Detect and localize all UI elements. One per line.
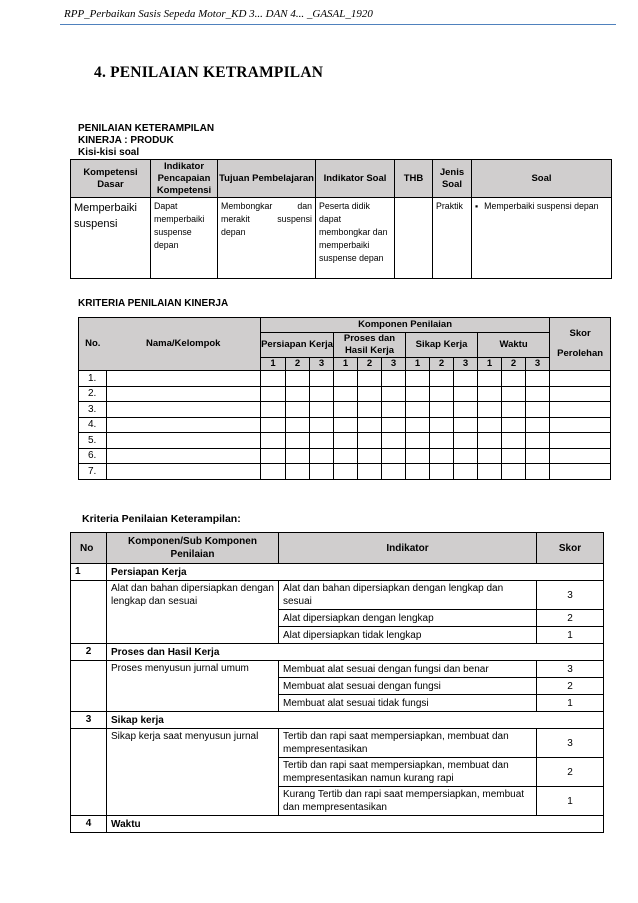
indikator-cell: Tertib dan rapi saat mempersiapkan, membuat dan mempresentasikan namun kurang rapi <box>279 758 537 787</box>
kinerja-score-cell[interactable] <box>358 386 382 402</box>
kinerja-score-cell[interactable] <box>526 417 550 433</box>
kinerja-row-no: 1. <box>79 371 107 387</box>
kinerja-score-cell[interactable] <box>526 371 550 387</box>
kinerja-score-cell[interactable] <box>406 402 430 418</box>
kinerja-score-cell[interactable] <box>382 448 406 464</box>
kriteria-keterampilan-table <box>70 532 604 833</box>
kinerja-score-cell[interactable] <box>430 371 454 387</box>
kinerja-header-nama: Nama/Kelompok <box>107 318 261 371</box>
kinerja-score-cell[interactable] <box>454 386 478 402</box>
kinerja-score-cell[interactable] <box>526 386 550 402</box>
indikator-cell: Membuat alat sesuai dengan fungsi dan benar <box>279 661 537 678</box>
kinerja-score-cell[interactable] <box>454 448 478 464</box>
score-col: 1 <box>334 358 358 371</box>
kinerja-skor-cell[interactable] <box>550 402 611 418</box>
kinerja-row <box>79 386 611 402</box>
kinerja-score-cell[interactable] <box>454 417 478 433</box>
kinerja-rows <box>79 371 611 480</box>
kinerja-score-cell[interactable] <box>454 371 478 387</box>
bullet-icon <box>475 201 484 211</box>
kriteria-kinerja-table <box>78 317 611 480</box>
kinerja-score-cell[interactable] <box>502 417 526 433</box>
kinerja-score-cell[interactable] <box>286 417 310 433</box>
kinerja-score-cell[interactable] <box>478 371 502 387</box>
section-name: Sikap kerja <box>107 712 604 729</box>
sub-komponen: Sikap kerja saat menyusun jurnal <box>107 729 279 816</box>
kinerja-row-no: 5. <box>79 433 107 449</box>
kisi-soal-text: Memperbaiki suspensi depan <box>484 201 599 211</box>
kinerja-nama-cell[interactable] <box>107 402 261 418</box>
kinerja-score-cell[interactable] <box>261 464 286 480</box>
kinerja-row <box>79 433 611 449</box>
kinerja-row-no: 6. <box>79 448 107 464</box>
section-no-spacer <box>71 581 107 644</box>
kinerja-row <box>79 371 611 387</box>
kinerja-score-cell[interactable] <box>334 433 358 449</box>
kinerja-score-cell[interactable] <box>502 371 526 387</box>
kinerja-skor-cell[interactable] <box>550 386 611 402</box>
kinerja-score-cell[interactable] <box>358 448 382 464</box>
kinerja-nama-cell[interactable] <box>107 433 261 449</box>
kinerja-row-no: 4. <box>79 417 107 433</box>
kinerja-row-no: 2. <box>79 386 107 402</box>
ket-header-skor: Skor <box>537 533 604 564</box>
kinerja-nama-cell[interactable] <box>107 371 261 387</box>
kisi-header-indikator-soal: Indikator Soal <box>316 160 395 198</box>
skor-cell: 3 <box>537 581 604 610</box>
kriteria-keterampilan-title: Kriteria Penilaian Keterampilan: <box>82 513 241 525</box>
skor-cell: 2 <box>537 610 604 627</box>
kinerja-score-cell[interactable] <box>334 402 358 418</box>
kinerja-score-cell[interactable] <box>454 433 478 449</box>
kinerja-score-cell[interactable] <box>358 371 382 387</box>
kinerja-skor-cell[interactable] <box>550 417 611 433</box>
indikator-cell: Tertib dan rapi saat mempersiapkan, membuat dan mempresentasikan <box>279 729 537 758</box>
kisi-thb-cell <box>395 198 433 279</box>
indikator-cell: Membuat alat sesuai dengan fungsi <box>279 678 537 695</box>
kisi-ipk-cell: Dapat memperbaiki suspense depan <box>151 198 218 279</box>
section-no: 2 <box>71 644 107 661</box>
kinerja-score-cell[interactable] <box>502 386 526 402</box>
kinerja-score-cell[interactable] <box>261 371 286 387</box>
score-col: 3 <box>526 358 550 371</box>
kinerja-score-cell[interactable] <box>334 464 358 480</box>
kinerja-nama-cell[interactable] <box>107 417 261 433</box>
score-col: 1 <box>406 358 430 371</box>
header-divider <box>60 24 616 25</box>
kinerja-nama-cell[interactable] <box>107 386 261 402</box>
kinerja-skor-cell[interactable] <box>550 448 611 464</box>
kisi-header-tujuan: Tujuan Pembelajaran <box>218 160 316 198</box>
kinerja-score-cell[interactable] <box>406 464 430 480</box>
kinerja-nama-cell[interactable] <box>107 464 261 480</box>
kinerja-score-cell[interactable] <box>286 402 310 418</box>
kinerja-score-cell[interactable] <box>310 448 334 464</box>
keterampilan-rows <box>71 564 604 833</box>
section-title: 4. PENILAIAN KETRAMPILAN <box>94 64 324 81</box>
kinerja-score-cell[interactable] <box>454 402 478 418</box>
kinerja-score-cell[interactable] <box>502 402 526 418</box>
kinerja-score-cell[interactable] <box>382 402 406 418</box>
kinerja-score-cell[interactable] <box>358 464 382 480</box>
kinerja-score-cell[interactable] <box>406 371 430 387</box>
kinerja-score-cell[interactable] <box>261 433 286 449</box>
indikator-cell: Kurang Tertib dan rapi saat mempersiapkan, membuat dan mempresentasikan <box>279 787 537 816</box>
kinerja-score-cell[interactable] <box>478 464 502 480</box>
section-no: 3 <box>71 712 107 729</box>
kinerja-score-cell[interactable] <box>430 417 454 433</box>
kinerja-score-cell[interactable] <box>382 464 406 480</box>
ket-header-indikator: Indikator <box>279 533 537 564</box>
document-header: RPP_Perbaikan Sasis Sepeda Motor_KD 3... DAN 4... _GASAL_1920 <box>64 8 373 20</box>
kinerja-group-persiapan: Persiapan Kerja <box>261 333 334 358</box>
score-col: 2 <box>430 358 454 371</box>
kinerja-score-cell[interactable] <box>286 433 310 449</box>
kinerja-score-cell[interactable] <box>286 448 310 464</box>
score-col: 2 <box>502 358 526 371</box>
kisi-header-soal: Soal <box>472 160 612 198</box>
section-row <box>71 644 604 661</box>
kinerja-row-no: 3. <box>79 402 107 418</box>
kinerja-score-cell[interactable] <box>286 371 310 387</box>
kisi-kisi-table <box>70 159 612 279</box>
kinerja-score-cell[interactable] <box>310 417 334 433</box>
section-no-spacer <box>71 661 107 712</box>
skor-cell: 2 <box>537 758 604 787</box>
indikator-cell: Alat dan bahan dipersiapkan dengan lengkap dan sesuai <box>279 581 537 610</box>
kisi-data-row <box>71 198 612 279</box>
kinerja-score-cell[interactable] <box>502 464 526 480</box>
indicator-row <box>71 581 604 610</box>
kinerja-group-proses: Proses dan Hasil Kerja <box>334 333 406 358</box>
score-col: 1 <box>261 358 286 371</box>
indikator-cell: Alat dipersiapkan tidak lengkap <box>279 627 537 644</box>
kinerja-score-cell[interactable] <box>358 417 382 433</box>
kisi-indikator-soal-cell: Peserta didik dapat membongkar dan memperbaiki suspense depan <box>316 198 395 279</box>
kisi-header-kd: Kompetensi Dasar <box>71 160 151 198</box>
kinerja-score-cell[interactable] <box>310 433 334 449</box>
kinerja-score-cell[interactable] <box>261 386 286 402</box>
indikator-cell: Alat dipersiapkan dengan lengkap <box>279 610 537 627</box>
skor-cell: 1 <box>537 627 604 644</box>
kinerja-perolehan-label: Perolehan <box>557 348 604 359</box>
kinerja-score-cell[interactable] <box>310 464 334 480</box>
section-no-spacer <box>71 729 107 816</box>
kinerja-score-cell[interactable] <box>334 386 358 402</box>
kinerja-score-cell[interactable] <box>406 433 430 449</box>
kinerja-skor-cell[interactable] <box>550 433 611 449</box>
label-penilaian-keterampilan: PENILAIAN KETERAMPILAN <box>78 123 215 134</box>
score-col: 3 <box>310 358 334 371</box>
kinerja-score-cell[interactable] <box>526 448 550 464</box>
kinerja-nama-cell[interactable] <box>107 448 261 464</box>
kinerja-header-komponen: Komponen Penilaian <box>261 318 550 333</box>
kinerja-score-cell[interactable] <box>430 386 454 402</box>
kinerja-score-cell[interactable] <box>261 448 286 464</box>
kinerja-score-cell[interactable] <box>382 386 406 402</box>
kinerja-score-cell[interactable] <box>526 402 550 418</box>
kinerja-skor-cell[interactable] <box>550 464 611 480</box>
section-no: 1 <box>71 564 107 581</box>
score-col: 2 <box>286 358 310 371</box>
kinerja-row <box>79 464 611 480</box>
section-row <box>71 564 604 581</box>
kisi-kd-cell: Memperbaiki suspensi <box>71 198 151 279</box>
ket-header-komponen: Komponen/Sub Komponen Penilaian <box>107 533 279 564</box>
kisi-tujuan-cell: Membongkar dan merakit suspensi depan <box>218 198 316 279</box>
score-col: 2 <box>358 358 382 371</box>
kisi-header-row <box>71 160 612 198</box>
kinerja-score-cell[interactable] <box>430 402 454 418</box>
kinerja-score-cell[interactable] <box>430 448 454 464</box>
label-kisi-kisi-soal: Kisi-kisi soal <box>78 147 140 158</box>
kinerja-header-no: No. <box>79 318 107 371</box>
section-name: Proses dan Hasil Kerja <box>107 644 604 661</box>
kinerja-score-cell[interactable] <box>526 433 550 449</box>
kisi-header-ipk: Indikator Pencapaian Kompetensi <box>151 160 218 198</box>
section-no: 4 <box>71 816 107 833</box>
sub-komponen: Proses menyusun jurnal umum <box>107 661 279 712</box>
kinerja-group-sikap: Sikap Kerja <box>406 333 478 358</box>
kinerja-score-cell[interactable] <box>406 417 430 433</box>
indicator-row <box>71 661 604 678</box>
kisi-header-thb: THB <box>395 160 433 198</box>
kinerja-score-cell[interactable] <box>478 433 502 449</box>
skor-cell: 1 <box>537 695 604 712</box>
kinerja-score-cell[interactable] <box>502 433 526 449</box>
kinerja-score-cell[interactable] <box>382 371 406 387</box>
kinerja-score-cell[interactable] <box>358 402 382 418</box>
kinerja-score-cell[interactable] <box>478 386 502 402</box>
section-row <box>71 816 604 833</box>
kinerja-score-cell[interactable] <box>430 433 454 449</box>
kinerja-score-cell[interactable] <box>286 386 310 402</box>
kinerja-score-cell[interactable] <box>286 464 310 480</box>
kinerja-score-cell[interactable] <box>334 417 358 433</box>
indicator-row <box>71 729 604 758</box>
score-col: 3 <box>454 358 478 371</box>
sub-komponen: Alat dan bahan dipersiapkan dengan lengkap dan sesuai <box>107 581 279 644</box>
kinerja-score-cell[interactable] <box>261 417 286 433</box>
score-col: 3 <box>382 358 406 371</box>
kinerja-score-cell[interactable] <box>334 371 358 387</box>
kinerja-score-cell[interactable] <box>310 402 334 418</box>
kinerja-row <box>79 448 611 464</box>
kinerja-score-cell[interactable] <box>261 402 286 418</box>
skor-cell: 2 <box>537 678 604 695</box>
kinerja-row <box>79 417 611 433</box>
indikator-cell: Membuat alat sesuai tidak fungsi <box>279 695 537 712</box>
kinerja-score-cell[interactable] <box>478 402 502 418</box>
section-name: Persiapan Kerja <box>107 564 604 581</box>
kinerja-score-cell[interactable] <box>382 433 406 449</box>
kisi-soal-cell <box>472 198 612 279</box>
kinerja-skor-label: Skor <box>569 328 591 339</box>
kinerja-score-cell[interactable] <box>478 417 502 433</box>
skor-cell: 3 <box>537 729 604 758</box>
kinerja-score-cell[interactable] <box>502 448 526 464</box>
kinerja-score-cell[interactable] <box>310 386 334 402</box>
kinerja-score-cell[interactable] <box>526 464 550 480</box>
kinerja-score-cell[interactable] <box>430 464 454 480</box>
kinerja-score-cell[interactable] <box>358 433 382 449</box>
kisi-jenis-cell: Praktik <box>433 198 472 279</box>
kinerja-skor-cell[interactable] <box>550 371 611 387</box>
skor-cell: 1 <box>537 787 604 816</box>
section-name: Waktu <box>107 816 604 833</box>
label-kinerja-produk: KINERJA : PRODUK <box>78 135 174 146</box>
kriteria-kinerja-title: KRITERIA PENILAIAN KINERJA <box>78 298 229 309</box>
kinerja-score-cell[interactable] <box>334 448 358 464</box>
section-row <box>71 712 604 729</box>
ket-header-no: No <box>71 533 107 564</box>
kinerja-score-cell[interactable] <box>454 464 478 480</box>
kinerja-row-no: 7. <box>79 464 107 480</box>
kinerja-row <box>79 402 611 418</box>
skor-cell: 3 <box>537 661 604 678</box>
kisi-header-jenis-soal: Jenis Soal <box>433 160 472 198</box>
kinerja-score-cell[interactable] <box>382 417 406 433</box>
kinerja-group-waktu: Waktu <box>478 333 550 358</box>
score-col: 1 <box>478 358 502 371</box>
kinerja-score-cell[interactable] <box>406 386 430 402</box>
kinerja-header-skor <box>550 318 611 371</box>
kinerja-score-cell[interactable] <box>310 371 334 387</box>
kinerja-score-cell[interactable] <box>478 448 502 464</box>
kinerja-score-cell[interactable] <box>406 448 430 464</box>
